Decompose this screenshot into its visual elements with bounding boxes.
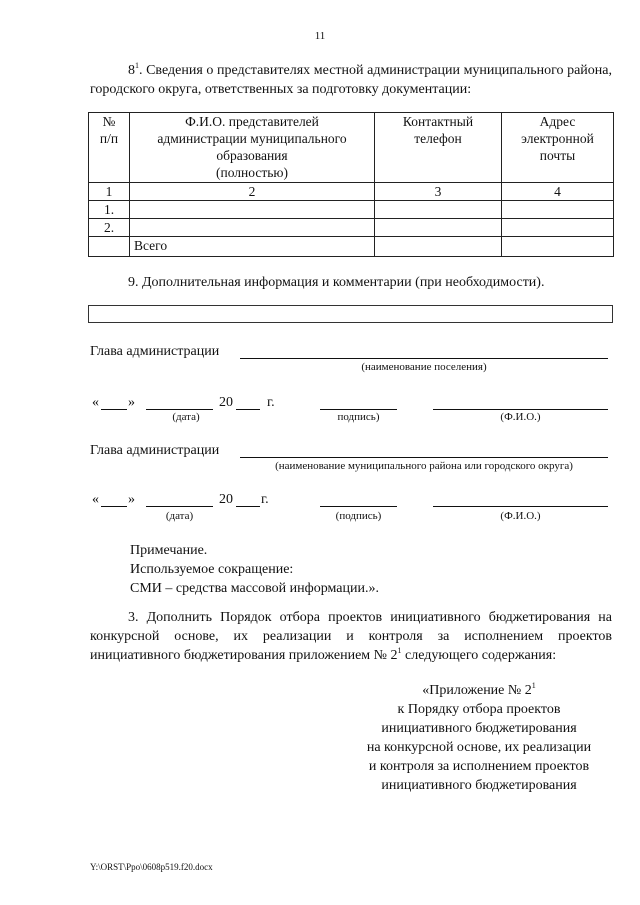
note-line-2: СМИ – средства массовой информации.». [130, 581, 379, 596]
day-line-1 [101, 409, 127, 410]
settlement-name-line [240, 358, 608, 359]
header-number: № п/п [89, 113, 130, 183]
date-caption-2: (дата) [165, 510, 194, 522]
date-quote-close-1: » [128, 395, 135, 410]
fio-caption-1: (Ф.И.О.) [500, 411, 541, 423]
date-quote-open-2: « [92, 492, 99, 507]
section-8-1-sup: 1 [135, 61, 139, 70]
year-prefix-1: 20 [219, 395, 233, 410]
date-quote-open-1: « [92, 395, 99, 410]
representatives-table [88, 112, 614, 257]
district-name-line [240, 457, 608, 458]
table-row [89, 219, 614, 237]
annex-line-4: на конкурсной основе, их реализации [366, 740, 592, 755]
section-8-1-text [90, 61, 612, 99]
date-quote-close-2: » [128, 492, 135, 507]
table-cell: 1. [89, 201, 130, 219]
header-email: Адрес электронной почты [502, 113, 614, 183]
header-fio: Ф.И.О. представителей администрации муниципального образования (полностью) [130, 113, 375, 183]
table-cell [375, 219, 502, 237]
year-line-2 [236, 506, 260, 507]
section-3-tail: следующего содержания: [401, 648, 557, 663]
table-cell [502, 219, 614, 237]
comment-box [88, 305, 613, 323]
table-cell [89, 237, 130, 257]
table-row [89, 201, 614, 219]
table-cell [375, 201, 502, 219]
table-cell [502, 201, 614, 219]
head-admin-label-1: Глава администрации [90, 344, 220, 359]
section-3-sup: 1 [397, 646, 402, 655]
table-cell [130, 201, 375, 219]
section-8-1-body: . Сведения о представителях местной администрации муниципального района, городского округа, ответственных за подготовку документации: [90, 63, 612, 97]
page-number: 11 [314, 30, 326, 42]
month-line-2 [146, 506, 213, 507]
fio-line-2 [433, 506, 608, 507]
table-cell: 2 [130, 183, 375, 201]
date-caption-1: (дата) [172, 411, 200, 423]
annex-line-2: к Порядку отбора проектов [397, 702, 561, 717]
settlement-name-caption: (наименование поселения) [361, 361, 487, 373]
annex-line-3: инициативного бюджетирования [381, 721, 577, 736]
total-label: Всего [130, 237, 375, 257]
district-name-caption: (наименование муниципального района или городского округа) [275, 460, 573, 472]
annex-heading [355, 681, 603, 795]
signature-line-1 [320, 409, 397, 410]
table-cell: 4 [502, 183, 614, 201]
section-3-text [90, 608, 612, 665]
month-line-1 [146, 409, 213, 410]
year-prefix-2: 20 [219, 492, 233, 507]
header-phone: Контактный телефон [375, 113, 502, 183]
note-title: Примечание. [130, 543, 208, 558]
fio-line-1 [433, 409, 608, 410]
table-cell: 2. [89, 219, 130, 237]
signature-caption-1: подпись) [337, 411, 380, 423]
year-line-1 [236, 409, 260, 410]
annex-line-5: и контроля за исполнением проектов [368, 759, 590, 774]
year-suffix-1: г. [267, 395, 275, 410]
footer-file-path: Y:\ORST\Ppo\0608p519.f20.docx [90, 862, 213, 872]
day-line-2 [101, 506, 127, 507]
table-numbering-row [89, 183, 614, 201]
table-cell: 1 [89, 183, 130, 201]
head-admin-label-2: Глава администрации [90, 443, 220, 458]
signature-line-2 [320, 506, 397, 507]
table-cell [130, 219, 375, 237]
table-cell [502, 237, 614, 257]
annex-line-1: «Приложение № $2^1$ [422, 681, 536, 698]
section-9-text: 9. Дополнительная информация и комментарии (при необходимости). [128, 275, 545, 290]
year-suffix-2: г. [261, 492, 269, 507]
table-header-row [89, 113, 614, 183]
signature-caption-2: (подпись) [335, 510, 382, 522]
fio-caption-2: (Ф.И.О.) [500, 510, 541, 522]
table-cell [375, 237, 502, 257]
section-3-body: 3. Дополнить Порядок отбора проектов инициативного бюджетирования на конкурсной основе, их реализации и контроля за исполнением проектов инициативного бюджетирования приложением № 2 [90, 610, 612, 663]
annex-line-6: инициативного бюджетирования [381, 778, 577, 793]
table-total-row [89, 237, 614, 257]
note-line-1: Используемое сокращение: [130, 562, 294, 577]
table-cell: 3 [375, 183, 502, 201]
section-8-1-number: 8 [128, 63, 135, 78]
